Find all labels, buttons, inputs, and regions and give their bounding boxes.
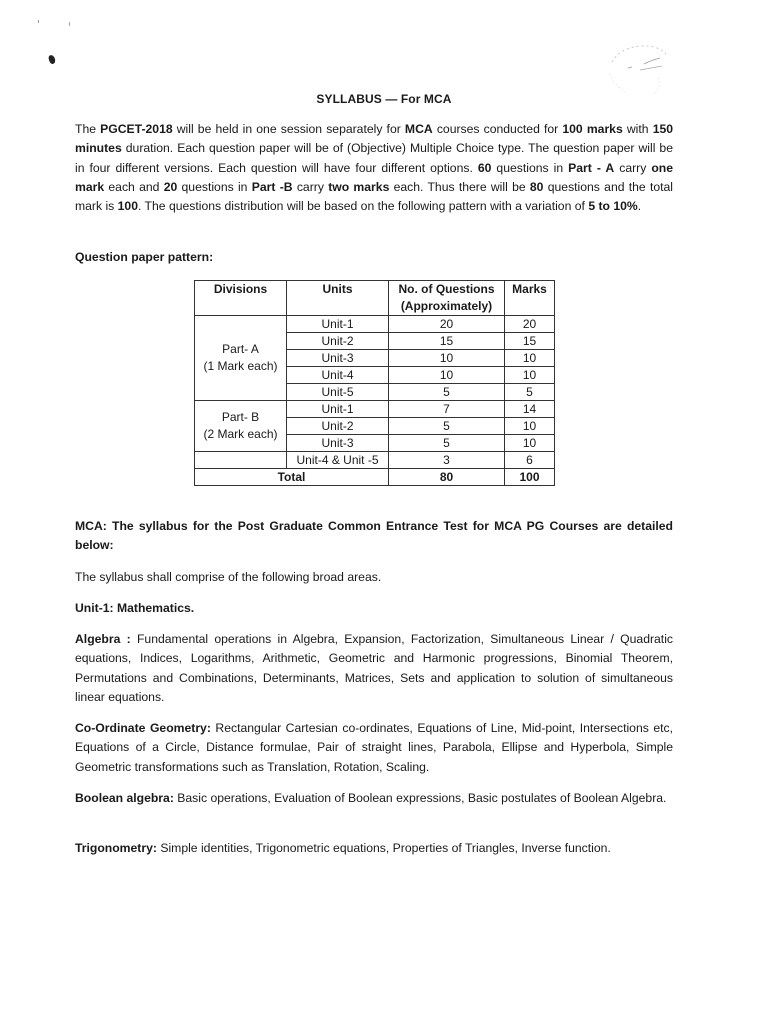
- table-row: [195, 316, 555, 333]
- trigonometry-paragraph: Trigonometry: Simple identities, Trigonometric equations, Properties of Triangles, Inverse function.: [75, 841, 611, 855]
- boolean-algebra-paragraph: Boolean algebra: Basic operations, Evaluation of Boolean expressions, Basic postulates of Boolean Algebra.: [75, 791, 667, 805]
- questions-cell: 5: [389, 435, 505, 452]
- intro-paragraph: The PGCET-2018 will be held in one session separately for MCA courses conducted for 100 marks with 150 minutes duration. Each question paper will be of (Objective) Multiple Choice type. The question paper will be in four different versions. Each question will have four different options. 60 questions in Part - A carry one mark each and 20 questions in Part -B carry two marks each. Thus there will be 80 questions and the total mark is 100. The questions distribution will be based on the following pattern with a variation of 5 to 10%.: [75, 122, 674, 214]
- marks-cell: 5: [505, 384, 555, 401]
- scan-speck: [69, 22, 70, 26]
- broad-areas-text: The syllabus shall comprise of the following broad areas.: [75, 570, 382, 584]
- unit-cell: Unit-2: [287, 418, 389, 435]
- questions-cell: 5: [389, 418, 505, 435]
- marks-cell: 10: [505, 350, 555, 367]
- unit-cell: Unit-2: [287, 333, 389, 350]
- mca-heading: MCA: The syllabus for the Post Graduate Common Entrance Test for MCA PG Courses are detailed below:: [75, 519, 673, 553]
- coordinate-geometry-paragraph: Co-Ordinate Geometry: Rectangular Cartesian co-ordinates, Equations of Line, Mid-point, Intersections etc, Equations of a Circle, Distance formulae, Pair of straight lines, Parabola, Ellipse and Hyperbola, Simple Geometric transformations such as Translation, Rotation, Scaling.: [75, 721, 673, 774]
- unit-cell: Unit-1: [287, 401, 389, 418]
- marks-cell: 6: [505, 452, 555, 469]
- marks-cell: 10: [505, 435, 555, 452]
- questions-cell: 10: [389, 367, 505, 384]
- header-questions: No. of Questions (Approximately): [389, 281, 505, 316]
- header-units: Units: [287, 281, 389, 316]
- questions-cell: 15: [389, 333, 505, 350]
- question-pattern-table: [194, 280, 555, 486]
- unit-cell: Unit-1: [287, 316, 389, 333]
- table-header-row: [195, 281, 555, 316]
- questions-cell: 10: [389, 350, 505, 367]
- faint-signature-scribble: [600, 40, 680, 100]
- questions-cell: 3: [389, 452, 505, 469]
- unit-cell: Unit-3: [287, 350, 389, 367]
- marks-cell: 15: [505, 333, 555, 350]
- unit-cell: Unit-3: [287, 435, 389, 452]
- unit-cell: Unit-4 & Unit -5: [287, 452, 389, 469]
- questions-cell: 5: [389, 384, 505, 401]
- blank-division-cell: [195, 452, 287, 469]
- total-label: Total: [195, 469, 389, 486]
- table-row: [195, 452, 555, 469]
- marks-cell: 10: [505, 367, 555, 384]
- marks-cell: 10: [505, 418, 555, 435]
- header-divisions: Divisions: [195, 281, 287, 316]
- algebra-paragraph: Algebra : Fundamental operations in Algebra, Expansion, Factorization, Simultaneous Linear / Quadratic equations, Indices, Logarithms, Arithmetic, Geometric and Harmonic progressions, Binomial Theorem, Permutations and Combinations, Determinants, Matrices, Sets and application to solution of simultaneous linear equations.: [75, 632, 673, 704]
- header-marks: Marks: [505, 281, 555, 316]
- unit-cell: Unit-5: [287, 384, 389, 401]
- total-questions: 80: [389, 469, 505, 486]
- part-a-cell: Part- A (1 Mark each): [195, 316, 287, 401]
- unit1-heading: Unit-1: Mathematics.: [75, 601, 195, 615]
- marks-cell: 14: [505, 401, 555, 418]
- table-row: [195, 401, 555, 418]
- questions-cell: 20: [389, 316, 505, 333]
- part-b-cell: Part- B (2 Mark each): [195, 401, 287, 452]
- page-title: SYLLABUS — For MCA: [316, 92, 452, 106]
- total-marks: 100: [505, 469, 555, 486]
- total-row: [195, 469, 555, 486]
- scan-ink-mark: [48, 54, 56, 64]
- unit-cell: Unit-4: [287, 367, 389, 384]
- scan-speck: [38, 20, 39, 23]
- marks-cell: 20: [505, 316, 555, 333]
- pattern-heading: Question paper pattern:: [75, 250, 214, 264]
- questions-cell: 7: [389, 401, 505, 418]
